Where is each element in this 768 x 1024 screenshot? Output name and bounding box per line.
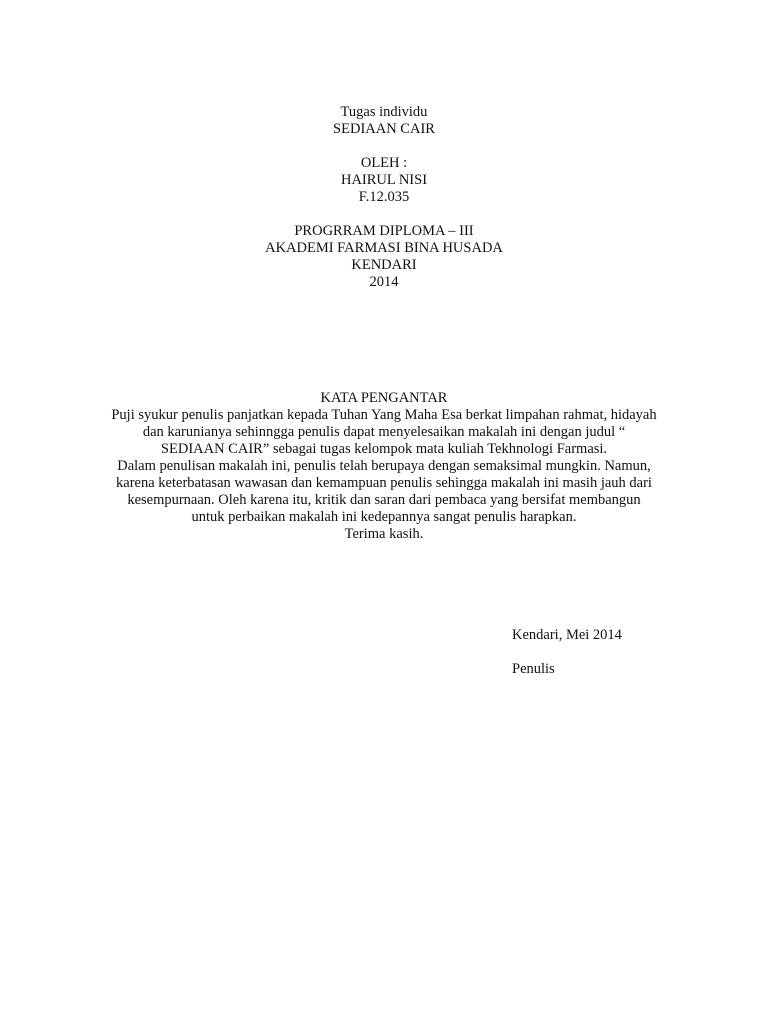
preface-line: kesempurnaan. Oleh karena itu, kritik dan saran dari pembaca yang bersifat membangun bbox=[127, 492, 641, 508]
closing-thanks: Terima kasih. bbox=[344, 526, 424, 542]
assignment-type: Tugas individu bbox=[340, 104, 428, 120]
city-name: KENDARI bbox=[351, 257, 417, 273]
program-name: PROGRRAM DIPLOMA – III bbox=[294, 223, 474, 239]
preface-line: SEDIAAN CAIR” sebagai tugas kelompok mata kuliah Tekhnologi Farmasi. bbox=[160, 441, 608, 457]
by-label: OLEH : bbox=[360, 155, 408, 171]
preface-line: untuk perbaikan makalah ini kedepannya sangat penulis harapkan. bbox=[191, 509, 577, 525]
institution-name: AKADEMI FARMASI BINA HUSADA bbox=[265, 240, 503, 256]
document-title: SEDIAAN CAIR bbox=[333, 121, 435, 137]
student-id: F.12.035 bbox=[358, 189, 410, 205]
signature-place-date: Kendari, Mei 2014 bbox=[512, 627, 622, 643]
preface-line: karena keterbatasan wawasan dan kemampuan penulis sehingga makalah ini masih jauh dari bbox=[116, 475, 652, 491]
author-name: HAIRUL NISI bbox=[340, 172, 428, 188]
preface-line: Dalam penulisan makalah ini, penulis telah berupaya dengan semaksimal mungkin. Namun, bbox=[117, 458, 651, 474]
preface-line: Puji syukur penulis panjatkan kepada Tuhan Yang Maha Esa berkat limpahan rahmat, hidayah bbox=[111, 407, 657, 423]
signature-author: Penulis bbox=[512, 661, 555, 677]
year: 2014 bbox=[369, 274, 399, 290]
preface-line: dan karunianya sehinngga penulis dapat menyelesaikan makalah ini dengan judul “ bbox=[142, 424, 626, 440]
preface-heading: KATA PENGANTAR bbox=[320, 390, 448, 406]
